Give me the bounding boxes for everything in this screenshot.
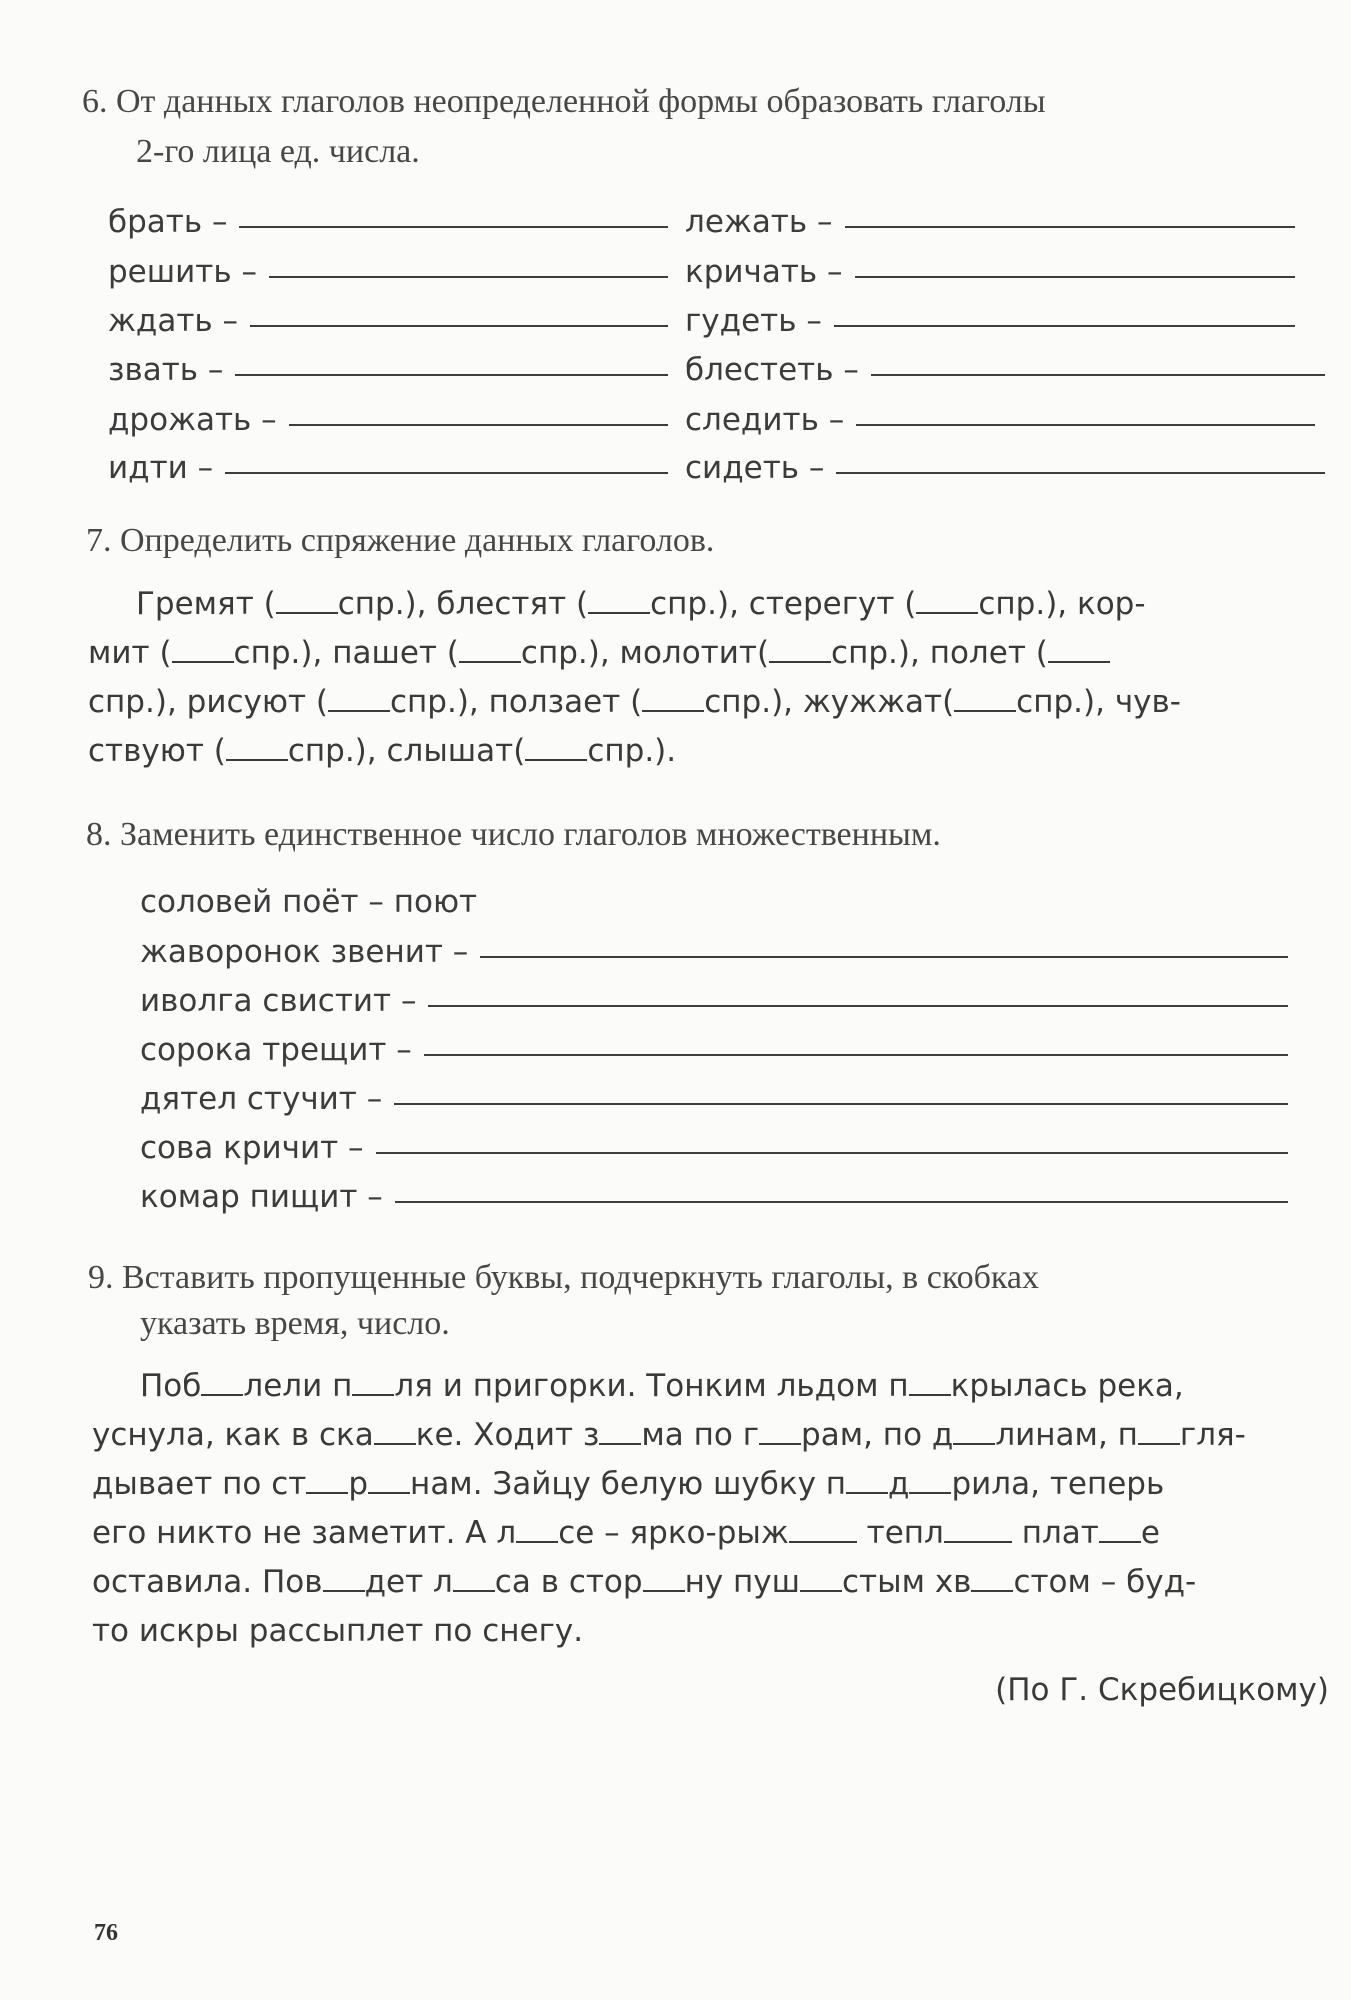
phrase-label: сорока трещит –	[140, 1032, 412, 1068]
blank[interactable]	[368, 1466, 410, 1494]
task-8-heading	[86, 811, 941, 859]
verb-label: следить –	[685, 402, 845, 438]
blank[interactable]	[599, 1417, 641, 1445]
verb-label: брать –	[108, 204, 228, 240]
task-8-row	[140, 1118, 1288, 1166]
example-text: соловей поёт – поют	[140, 884, 478, 920]
blank[interactable]	[916, 586, 978, 614]
blank[interactable]	[201, 1368, 243, 1396]
phrase-label: сова кричит –	[140, 1130, 364, 1166]
blank[interactable]	[276, 586, 338, 614]
task-7-text: Определить спряжение данных глаголов.	[120, 522, 715, 559]
task-6-heading	[82, 78, 1342, 126]
task-6-right-row	[685, 242, 1295, 290]
blank[interactable]	[789, 1515, 857, 1543]
answer-line[interactable]	[834, 325, 1295, 327]
blank[interactable]	[971, 1564, 1013, 1592]
verb-label: идти –	[108, 450, 214, 486]
task-9-line: Поб лели п ля и пригорки. Тонким льдом п крылась река,	[140, 1368, 1184, 1404]
verb-label: блестеть –	[685, 352, 859, 388]
blank[interactable]	[172, 635, 234, 663]
answer-line[interactable]	[855, 276, 1295, 278]
blank[interactable]	[909, 1466, 951, 1494]
answer-line[interactable]	[289, 424, 668, 426]
task-6-right-row	[685, 192, 1295, 240]
answer-line[interactable]	[871, 374, 1325, 376]
task-9-line: оставила. Пов дет л са в стор ну пуш стым хв стом – буд-	[92, 1564, 1197, 1600]
task-9-line: то искры рассыплет по снегу.	[92, 1613, 584, 1649]
task-7-paragraph	[88, 580, 1328, 776]
blank[interactable]	[525, 733, 587, 761]
task-6-left-row	[108, 390, 668, 438]
blank[interactable]	[944, 1515, 1012, 1543]
task-6-text-line1: От данных глаголов неопределенной формы образовать глаголы	[116, 83, 1046, 120]
verb-label: гудеть –	[685, 303, 822, 339]
task-7-line: ствуют ( спр.), слышат( спр.).	[88, 733, 677, 769]
answer-line[interactable]	[836, 472, 1325, 474]
answer-line[interactable]	[856, 424, 1315, 426]
task-6-left-row	[108, 340, 668, 388]
answer-line[interactable]	[480, 956, 1288, 958]
task-9-number: 9.	[88, 1259, 114, 1296]
blank[interactable]	[909, 1368, 951, 1396]
verb-label: звать –	[108, 352, 224, 388]
blank[interactable]	[588, 586, 650, 614]
task-6-right-row	[685, 291, 1295, 339]
task-8-row	[140, 1020, 1288, 1068]
task-9-line: уснула, как в ска ке. Ходит з ма по г рам, по д линам, п гля-	[92, 1417, 1246, 1453]
blank[interactable]	[759, 1417, 801, 1445]
task-6-left-row	[108, 242, 668, 290]
blank[interactable]	[1048, 635, 1110, 663]
blank[interactable]	[374, 1417, 416, 1445]
task-6-right-row	[685, 390, 1315, 438]
task-9-text-line1: Вставить пропущенные буквы, подчеркнуть глаголы, в скобках	[122, 1259, 1040, 1296]
task-9-heading	[88, 1254, 1338, 1302]
page-number: 76	[94, 1920, 118, 1946]
answer-line[interactable]	[376, 1152, 1288, 1154]
answer-line[interactable]	[235, 374, 668, 376]
task-8-example	[140, 872, 477, 920]
task-7-heading	[86, 517, 714, 565]
task-6-right-row	[685, 438, 1325, 486]
attribution: (По Г. Скребицкому)	[995, 1672, 1329, 1708]
task-9-line: его никто не заметит. А л се – ярко-рыж тепл плат е	[92, 1515, 1160, 1551]
blank[interactable]	[954, 684, 1016, 712]
answer-line[interactable]	[424, 1054, 1288, 1056]
blank[interactable]	[459, 635, 521, 663]
task-9-line: дывает по ст р нам. Зайцу белую шубку п д рила, теперь	[92, 1466, 1165, 1502]
task-7-line: спр.), рисуют ( спр.), ползает ( спр.), жужжат( спр.), чув-	[88, 684, 1181, 720]
task-6-left-row	[108, 291, 668, 339]
task-6-left-row	[108, 438, 668, 486]
task-9-heading-line2: указать время, число.	[140, 1305, 450, 1342]
blank[interactable]	[1099, 1515, 1141, 1543]
blank[interactable]	[323, 1564, 365, 1592]
task-7-line: мит ( спр.), пашет ( спр.), молотит( спр.), полет (	[88, 629, 1328, 678]
task-8-text: Заменить единственное число глаголов множественным.	[120, 816, 941, 853]
task-6-number: 6.	[82, 83, 108, 120]
blank[interactable]	[1138, 1417, 1180, 1445]
blank[interactable]	[642, 684, 704, 712]
verb-label: дрожать –	[108, 402, 277, 438]
answer-line[interactable]	[239, 226, 668, 228]
answer-line[interactable]	[395, 1201, 1288, 1203]
task-8-number: 8.	[86, 816, 112, 853]
task-6-heading-line2: 2-го лица ед. числа.	[136, 133, 420, 170]
phrase-label: иволга свистит –	[140, 983, 417, 1019]
task-6-left-row	[108, 192, 668, 240]
answer-line[interactable]	[269, 276, 668, 278]
phrase-label: жаворонок звенит –	[140, 934, 469, 970]
blank[interactable]	[226, 733, 288, 761]
blank[interactable]	[516, 1515, 558, 1543]
answer-line[interactable]	[225, 472, 668, 474]
task-6-right-row	[685, 340, 1325, 388]
answer-line[interactable]	[394, 1103, 1288, 1105]
blank[interactable]	[453, 1564, 495, 1592]
blank[interactable]	[846, 1466, 888, 1494]
blank[interactable]	[769, 635, 831, 663]
task-9-paragraph	[92, 1362, 1328, 1656]
blank[interactable]	[643, 1564, 685, 1592]
blank[interactable]	[800, 1564, 842, 1592]
task-8-row	[140, 1069, 1288, 1117]
verb-label: ждать –	[108, 303, 239, 339]
answer-line[interactable]	[845, 226, 1296, 228]
blank[interactable]	[306, 1466, 348, 1494]
verb-label: лежать –	[685, 204, 833, 240]
task-7-number: 7.	[86, 522, 112, 559]
task-8-row	[140, 971, 1288, 1019]
answer-line[interactable]	[428, 1005, 1288, 1007]
task-7-line: Гремят ( спр.), блестят ( спр.), стерегут ( спр.), кор-	[136, 586, 1146, 622]
blank[interactable]	[328, 684, 390, 712]
blank[interactable]	[953, 1417, 995, 1445]
blank[interactable]	[352, 1368, 394, 1396]
phrase-label: дятел стучит –	[140, 1081, 383, 1117]
answer-line[interactable]	[250, 325, 668, 327]
verb-label: кричать –	[685, 254, 843, 290]
phrase-label: комар пищит –	[140, 1179, 383, 1215]
task-8-row	[140, 1167, 1288, 1215]
verb-label: сидеть –	[685, 450, 825, 486]
task-8-row	[140, 922, 1288, 970]
verb-label: решить –	[108, 254, 257, 290]
